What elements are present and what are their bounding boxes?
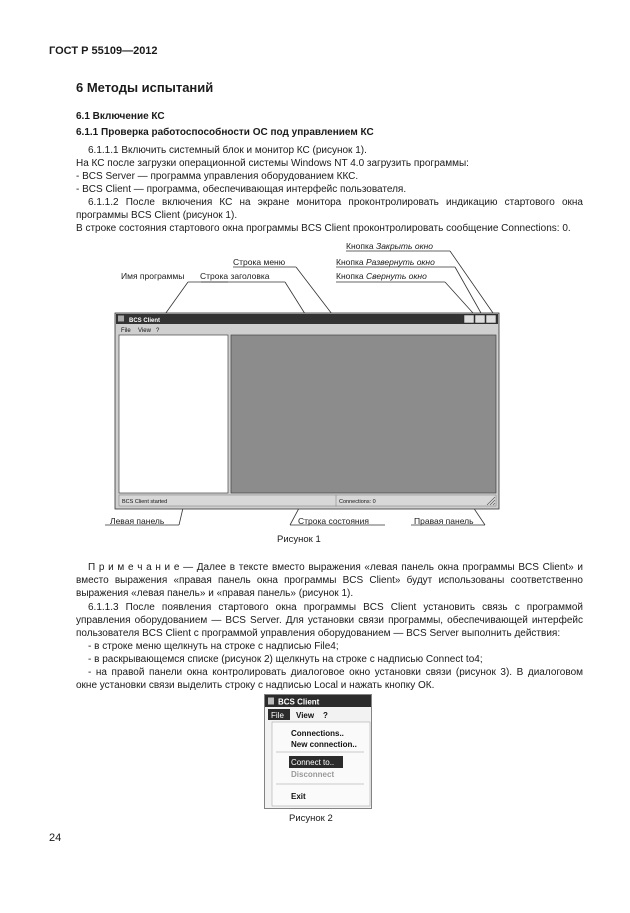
menu-view[interactable]: View (296, 711, 315, 720)
note-text: П р и м е ч а н и е — Далее в тексте вместо выражения «левая панель окна программы BCS Client» и вместо выражения «правая панель окна программы BCS Client» будут использованы соответственно выражения «левая панель» и «правая панель» (рисунок 1). (76, 562, 583, 599)
label-close-button: Кнопка Закрыть окно (346, 241, 433, 251)
maximize-icon[interactable] (475, 315, 485, 323)
figure-2-caption: Рисунок 2 (289, 813, 333, 824)
subsection-title: 6.1 Включение КС (76, 111, 165, 122)
menu-item-connections[interactable]: Connections.. (291, 729, 344, 738)
figure-2-illustration (264, 694, 374, 810)
section-title: 6 Методы испытаний (76, 80, 214, 95)
text-line: 6.1.1.3 После появления стартового окна программы BCS Client установить связь с программой управления оборудованием — BCS Server. Для установки связи программы, обеспечивающей интерфейс пользователя BCS Client с программой управления оборудованием — BCS Server выполнить действия: (76, 602, 583, 639)
paragraph-block-2 (76, 601, 583, 692)
status-left-text: BCS Client started (122, 499, 168, 505)
text-line: В строке состояния стартового окна программы BCS Client проконтролировать сообщение Connections: 0. (76, 223, 571, 234)
right-panel (231, 335, 496, 493)
label-right-panel: Правая панель (414, 516, 474, 526)
label-program-name: Имя программы (121, 271, 185, 281)
menu-view[interactable]: View (138, 328, 151, 334)
menu-item-connect-to[interactable]: Connect to.. (291, 758, 335, 767)
label-status-row: Строка состояния (298, 516, 369, 526)
text-line: - в раскрывающемся списке (рисунок 2) щелкнуть на строке с надписью Connect to4; (88, 654, 483, 665)
note-paragraph (76, 561, 583, 600)
menu-app-icon (268, 698, 274, 705)
figure-1-illustration (105, 245, 505, 530)
text-line: 6.1.1.1 Включить системный блок и монитор КС (рисунок 1). (88, 145, 367, 156)
menu-title-text: BCS Client (278, 697, 320, 707)
page-number: 24 (49, 832, 62, 844)
window-title-bar (116, 314, 498, 324)
menu-file[interactable]: File (121, 328, 131, 334)
text-line: - в строке меню щелкнуть на строке с надписью File4; (88, 641, 339, 652)
text-line: - на правой панели окна контролировать диалоговое окно установки связи (рисунок 3). В диалоговом окне установки связи выделить строку с надписью Local и нажать кнопку ОК. (76, 667, 583, 691)
text-line: - BCS Server — программа управления оборудованием ККС. (76, 171, 359, 182)
subsubsection-title: 6.1.1 Проверка работоспособности ОС под управлением КС (76, 127, 374, 138)
window-app-icon (118, 316, 124, 322)
window-title-text: BCS Client (129, 318, 161, 324)
menu-file[interactable]: File (271, 711, 284, 720)
text-line: 6.1.1.2 После включения КС на экране монитора проконтролировать индикацию стартового окна программы BCS Client (рисунок 1). (76, 197, 583, 221)
menu-help[interactable]: ? (156, 328, 160, 334)
close-icon[interactable] (486, 315, 496, 323)
label-title-row: Строка заголовка (200, 271, 270, 281)
figure-1-caption: Рисунок 1 (277, 534, 321, 545)
label-menu-row: Строка меню (233, 257, 286, 267)
menu-item-disconnect[interactable]: Disconnect (291, 770, 335, 779)
paragraph-block-1 (76, 144, 583, 235)
menu-help[interactable]: ? (323, 711, 328, 720)
text-line: На КС после загрузки операционной системы Windows NT 4.0 загрузить программы: (76, 158, 469, 169)
text-line: - BCS Client — программа, обеспечивающая интерфейс пользователя. (76, 184, 407, 195)
left-panel (119, 335, 228, 493)
menu-item-new-connection[interactable]: New connection.. (291, 740, 357, 749)
label-minimize-button: Кнопка Свернуть окно (336, 271, 427, 281)
document-standard-header: ГОСТ Р 55109—2012 (49, 45, 158, 57)
label-maximize-button: Кнопка Развернуть окно (336, 257, 435, 267)
menu-item-exit[interactable]: Exit (291, 792, 306, 801)
status-bar (119, 495, 496, 506)
minimize-icon[interactable] (464, 315, 474, 323)
status-right-text: Connections: 0 (339, 499, 376, 505)
label-left-panel: Левая панель (110, 516, 165, 526)
